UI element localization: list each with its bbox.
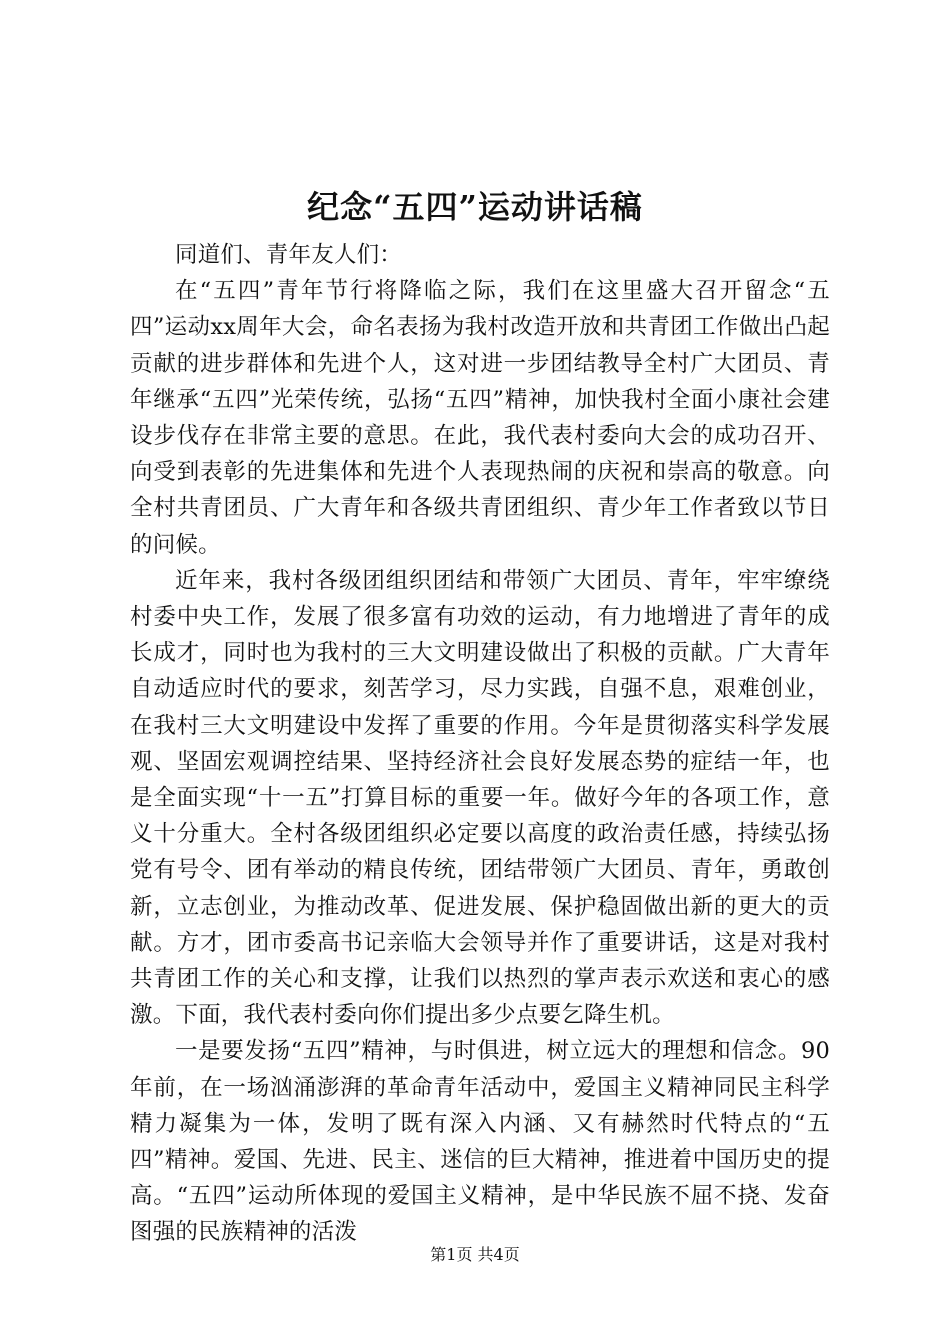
- document-title: 纪念“五四”运动讲话稿: [307, 188, 643, 226]
- paragraph-point-one: 一是要发扬“五四”精神，与时俱进，树立远大的理想和信念。90年前，在一场汹涌澎湃的革命青年活动中，爱国主义精神同民主科学精力凝集为一体，发明了既有深入内涵、又有赫然时代特点的“五四”精神。爱国、先进、民主、迷信的巨大精神，推进着中国历史的提高。“五四”运动所体现的爱国主义精神，是中华民族不屈不挠、发奋图强的民族精神的活泼: [130, 1038, 830, 1246]
- page-number-footer: 第1页 共4页: [430, 1245, 520, 1264]
- paragraph-opening: 在“五四”青年节行将降临之际，我们在这里盛大召开留念“五四”运动xx周年大会，命名表扬为我村改造开放和共青团工作做出凸起贡献的进步群体和先进个人，这对进一步团结教导全村广大团员、青年继承“五四”光荣传统，弘扬“五四”精神，加快我村全面小康社会建设步伐存在非常主要的意思。在此，我代表村委向大会的成功召开、向受到表彰的先进集体和先进个人表现热闹的庆祝和崇高的敬意。向全村共青团员、广大青年和各级共青团组织、青少年工作者致以节日的问候。: [130, 278, 830, 558]
- document-body: [130, 237, 830, 1251]
- paragraph-review: 近年来，我村各级团组织团结和带领广大团员、青年，牢牢缭绕村委中央工作，发展了很多富有功效的运动，有力地增进了青年的成长成才，同时也为我村的三大文明建设做出了积极的贡献。广大青年自动适应时代的要求，刻苦学习，尽力实践，自强不息，艰难创业，在我村三大文明建设中发挥了重要的作用。今年是贯彻落实科学发展观、坚固宏观调控结果、坚持经济社会良好发展态势的症结一年，也是全面实现“十一五”打算目标的重要一年。做好今年的各项工作，意义十分重大。全村各级团组织必定要以高度的政治责任感，持续弘扬党有号令、团有举动的精良传统，团结带领广大团员、青年，勇敢创新，立志创业，为推动改革、促进发展、保护稳固做出新的更大的贡献。方才，团市委高书记亲临大会领导并作了重要讲话，这是对我村共青团工作的关心和支撑，让我们以热烈的掌声表示欢送和衷心的感激。下面，我代表村委向你们提出多少点要乞降生机。: [130, 567, 830, 1029]
- paragraph-salutation: 同道们、青年友人们：: [175, 242, 403, 268]
